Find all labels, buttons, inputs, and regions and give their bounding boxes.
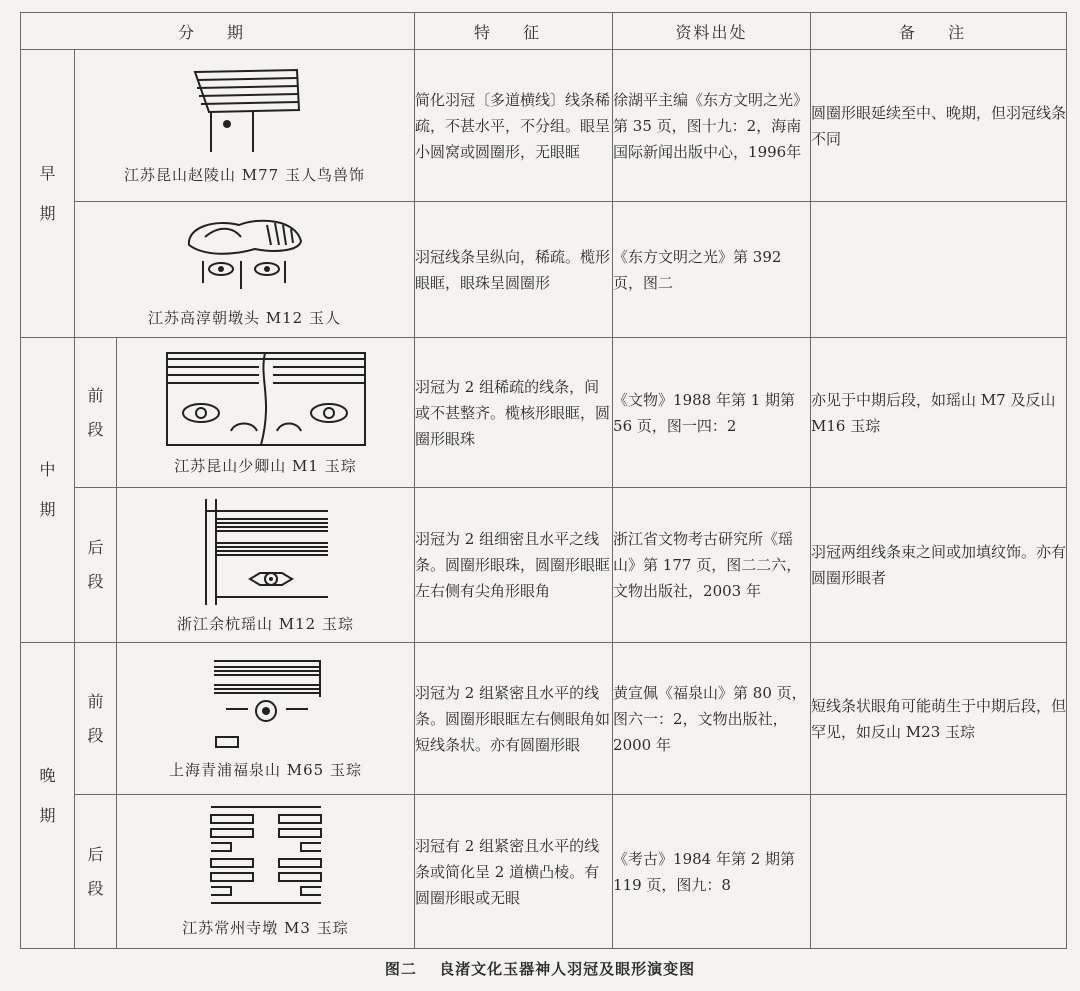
- figure-shaoqingshan-m1: [161, 349, 371, 449]
- segment-front: 前 段: [75, 338, 117, 488]
- figure-caption: 江苏常州寺墩 M3 玉琮: [182, 919, 349, 937]
- notes-cell: 圆圈形眼延续至中、晚期，但羽冠线条不同: [811, 50, 1067, 202]
- source-cell: 徐湖平主编《东方文明之光》第 35 页，图十九：2，海南国际新闻出版中心，1996年: [613, 50, 811, 202]
- figure-fuquanshan-m65: [196, 657, 336, 753]
- features-cell: 羽冠为 2 组细密且水平之线条。圆圈形眼珠，圆圈形眼眶左右侧有尖角形眼角: [415, 488, 613, 643]
- notes-cell: [811, 795, 1067, 949]
- features-cell: 羽冠为 2 组紧密且水平的线条。圆圈形眼眶左右侧眼角如短线条状。亦有圆圈形眼: [415, 643, 613, 795]
- figure-caption: 浙江余杭瑶山 M12 玉琮: [177, 614, 354, 633]
- period-early: 早 期: [21, 50, 75, 338]
- header-notes: 备 注: [811, 13, 1067, 50]
- source-cell: 《文物》1988 年第 1 期第 56 页，图一四：2: [613, 338, 811, 488]
- figure-cell: [75, 202, 415, 338]
- features-cell: 羽冠有 2 组紧密且水平的线条或简化呈 2 道横凸棱。有圆圈形眼或无眼: [415, 795, 613, 949]
- source-cell: 《东方文明之光》第 392 页，图二: [613, 202, 811, 338]
- figure-cell: [117, 338, 415, 488]
- figure-caption: 江苏昆山少卿山 M1 玉琮: [174, 457, 357, 475]
- segment-front: 前 段: [75, 643, 117, 795]
- figure-cell: [75, 50, 415, 202]
- figure-label: 图二: [384, 960, 417, 978]
- source-cell: 黄宣佩《福泉山》第 80 页，图六一：2，文物出版社，2000 年: [613, 643, 811, 795]
- figure-chaodun-m12: [175, 211, 315, 301]
- header-features: 特 征: [415, 13, 613, 50]
- figure-cell: [117, 643, 415, 795]
- figure-cell: [117, 795, 415, 949]
- period-late: 晚 期: [21, 643, 75, 949]
- segment-back: 后 段: [75, 488, 117, 643]
- header-row: [21, 13, 1067, 50]
- figure-cell: [117, 488, 415, 643]
- source-cell: 《考古》1984 年第 2 期第 119 页，图九：8: [613, 795, 811, 949]
- features-cell: 羽冠线条呈纵向，稀疏。榄形眼眶，眼珠呈圆圈形: [415, 202, 613, 338]
- figure-title: [0, 958, 1080, 979]
- notes-cell: 短线条状眼角可能萌生于中期后段，但罕见，如反山 M23 玉琮: [811, 643, 1067, 795]
- evolution-table: [20, 12, 1067, 949]
- table-row: [21, 338, 1067, 488]
- notes-cell: [811, 202, 1067, 338]
- table-row: [21, 488, 1067, 643]
- header-source: 资料出处: [613, 13, 811, 50]
- figure-caption: 江苏高淳朝墩头 M12 玉人: [148, 309, 341, 327]
- figure-title-text: 良渚文化玉器神人羽冠及眼形演变图: [439, 960, 696, 978]
- figure-yaoshan-m12: [196, 497, 336, 607]
- notes-cell: 羽冠两组线条束之间或加填纹饰。亦有圆圈形眼者: [811, 488, 1067, 643]
- features-cell: 羽冠为 2 组稀疏的线条，间或不甚整齐。榄核形眼眶，圆圈形眼珠: [415, 338, 613, 488]
- table-row: [21, 50, 1067, 202]
- table-row: [21, 643, 1067, 795]
- features-cell: 简化羽冠〔多道横线〕线条稀疏，不甚水平，不分组。眼呈小圆窝或圆圈形，无眼眶: [415, 50, 613, 202]
- notes-cell: 亦见于中期后段，如瑶山 M7 及反山 M16 玉琮: [811, 338, 1067, 488]
- table-row: [21, 202, 1067, 338]
- segment-back: 后 段: [75, 795, 117, 949]
- figure-caption: 江苏昆山赵陵山 M77 玉人鸟兽饰: [124, 166, 365, 184]
- header-stage: 分 期: [21, 13, 415, 50]
- source-cell: 浙江省文物考古研究所《瑶山》第 177 页，图二二六，文物出版社，2003 年: [613, 488, 811, 643]
- figure-sidun-m3: [201, 805, 331, 911]
- period-middle: 中 期: [21, 338, 75, 643]
- table-row: [21, 795, 1067, 949]
- figure-caption: 上海青浦福泉山 M65 玉琮: [169, 761, 362, 779]
- figure-zhaolingshan-m77: [175, 66, 315, 158]
